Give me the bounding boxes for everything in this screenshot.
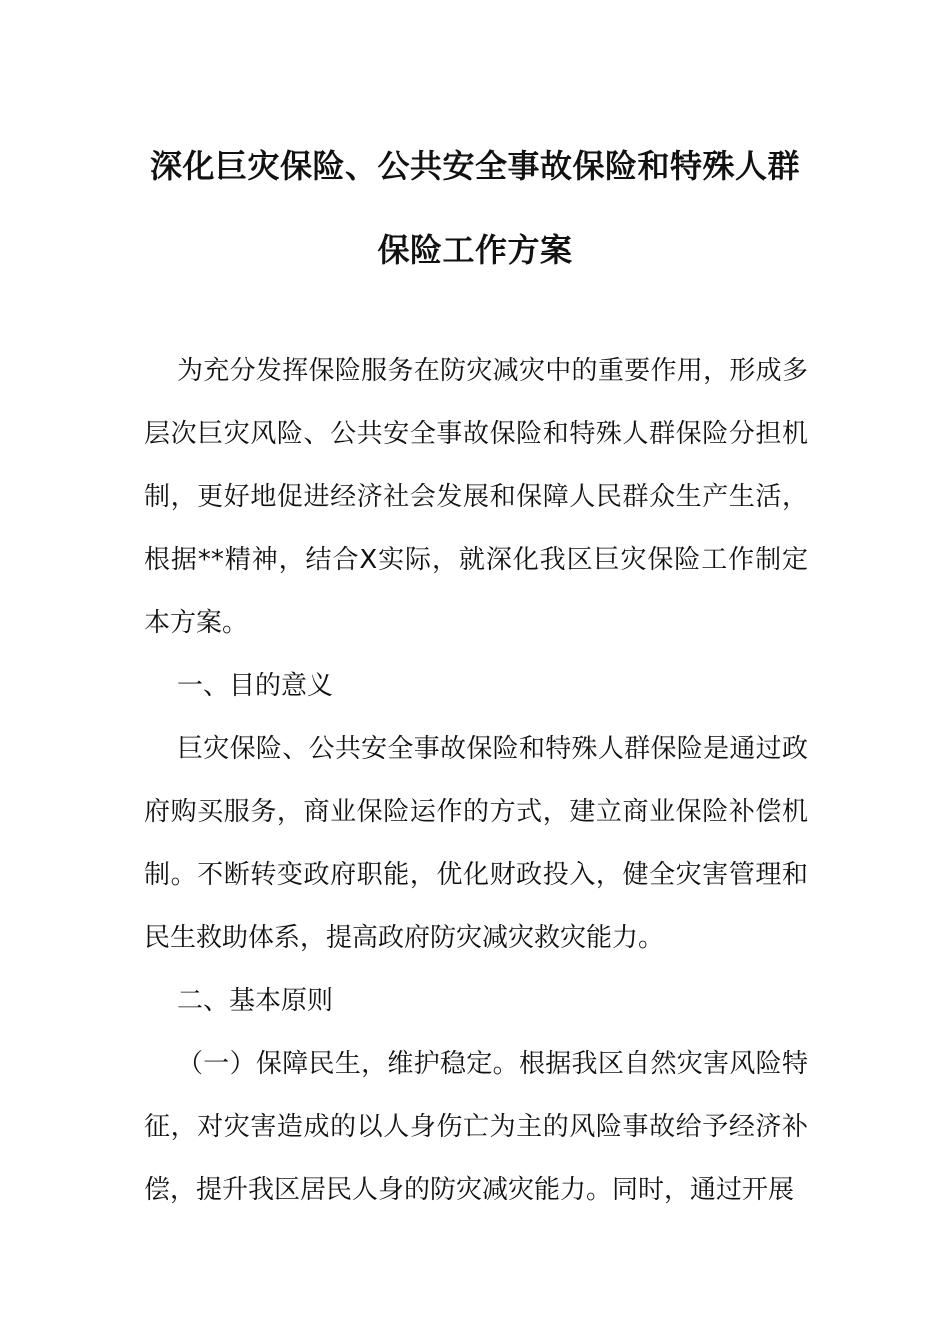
purpose-paragraph: 巨灾保险、公共安全事故保险和特殊人群保险是通过政府购买服务，商业保险运作的方式，建立商业保险补偿机制。不断转变政府职能，优化财政投入，健全灾害管理和民生救助体系，提高政府防灾减灾救灾能力。 — [144, 734, 808, 953]
title-line-2: 保险工作方案 — [377, 231, 573, 269]
intro-paragraph: 为充分发挥保险服务在防灾减灾中的重要作用，形成多层次巨灾风险、公共安全事故保险和特殊人群保险分担机制，更好地促进经济社会发展和保障人民群众生产生活，根据**精神，结合X实际，就深化我区巨灾保险工作制定本方案。 — [144, 356, 808, 638]
title-line-1: 深化巨灾保险、公共安全事故保险和特殊人群 — [149, 147, 800, 185]
section-heading-purpose: 一、目的意义 — [177, 671, 334, 701]
principle-item-1: （一）保障民生，维护稳定。根据我区自然灾害风险特征，对灾害造成的以人身伤亡为主的风险事故给予经济补偿，提升我区居民人身的防灾减灾能力。同时，通过开展 — [144, 1049, 808, 1205]
document-title — [120, 145, 830, 271]
document-body — [144, 340, 808, 1222]
section-heading-principles: 二、基本原则 — [177, 986, 334, 1016]
